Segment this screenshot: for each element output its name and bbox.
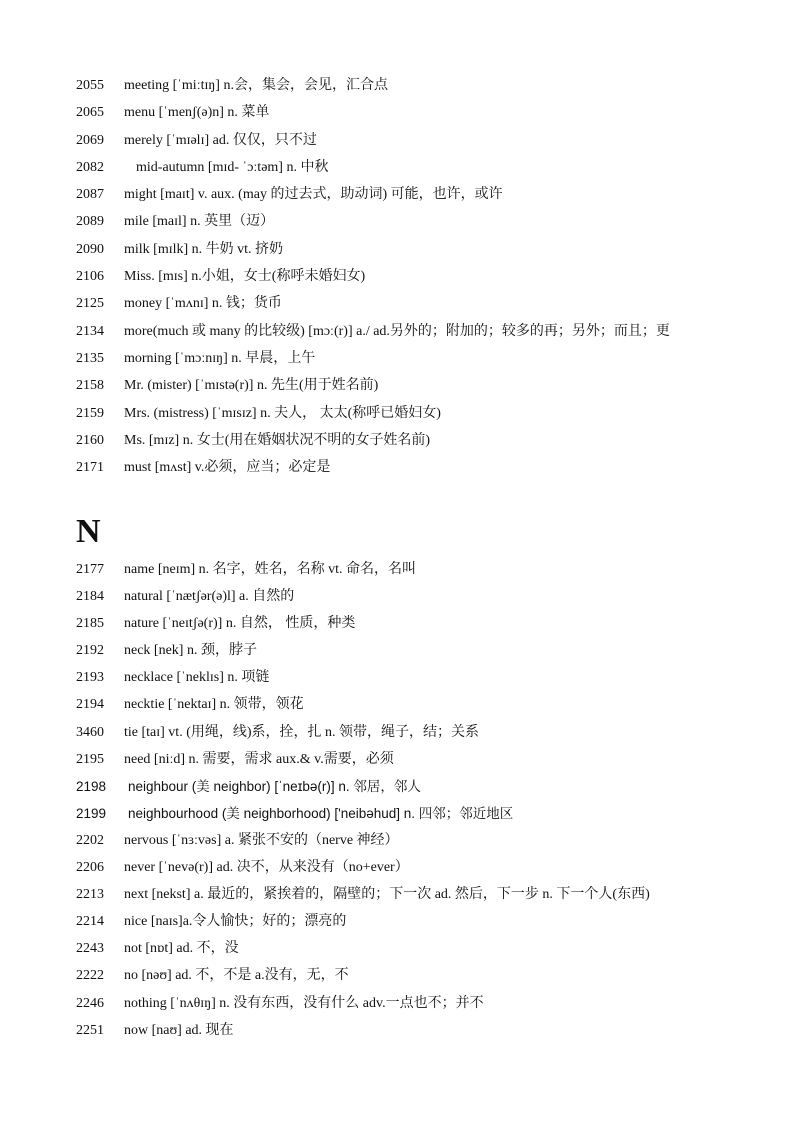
entry-number: 2125 (76, 296, 104, 312)
entry-number: 2199 (76, 805, 107, 821)
entry-number: 2195 (76, 751, 104, 767)
entry-number: 3460 (76, 724, 104, 740)
entry-definition: natural [ˈnætʃər(ə)l] a. 自然的 (124, 589, 295, 605)
entry-row (0, 208, 800, 235)
entry-number: 2198 (76, 778, 107, 794)
entry-row (0, 719, 800, 746)
entry-number: 2184 (76, 589, 104, 605)
entry-number: 2243 (76, 941, 104, 957)
entry-number: 2192 (76, 643, 104, 659)
entry-number: 2251 (76, 1022, 104, 1038)
entry-definition: no [nəʊ] ad. 不，不是 a.没有，无，不 (124, 968, 349, 984)
entry-row (0, 800, 800, 827)
entry-definition: necktie [ˈnektaɪ] n. 领带，领花 (124, 697, 304, 713)
entry-row (0, 400, 800, 427)
entry-row (0, 773, 800, 800)
entry-definition: neighbourhood (美 neighborhood) ['neibəhud] n. 四邻；邻近地区 (128, 805, 514, 821)
entry-number: 2089 (76, 214, 104, 230)
entry-definition: menu [ˈmenʃ(ə)n] n. 菜单 (124, 105, 270, 121)
entry-number: 2135 (76, 350, 104, 366)
entry-definition: need [niːd] n. 需要，需求 aux.& v.需要，必须 (124, 751, 394, 767)
entry-number: 2087 (76, 187, 104, 203)
entry-number: 2069 (76, 132, 104, 148)
entry-definition: Ms. [mɪz] n. 女士(用在婚姻状况不明的女子姓名前) (124, 432, 431, 448)
entry-definition: next [nekst] a. 最近的，紧挨着的，隔壁的；下一次 ad. 然后，下一步 n. 下一个人(东西) (124, 887, 650, 903)
entry-row (0, 236, 800, 263)
entry-definition: milk [mɪlk] n. 牛奶 vt. 挤奶 (124, 241, 284, 257)
entry-row (0, 935, 800, 962)
entry-definition: tie [taɪ] vt. (用绳，线)系，拴，扎 n. 领带，绳子，结；关系 (124, 724, 480, 740)
entry-number: 2177 (76, 562, 104, 577)
entry-row (0, 854, 800, 881)
entry-definition: money [ˈmʌnɪ] n. 钱；货币 (124, 296, 282, 312)
entry-number: 2065 (76, 105, 104, 121)
entry-definition: never [ˈnevə(r)] ad. 决不，从来没有（no+ever） (124, 860, 409, 876)
entry-row (0, 908, 800, 935)
entry-number: 2082 (76, 159, 104, 175)
entry-definition: merely [ˈmɪəlɪ] ad. 仅仅，只不过 (124, 132, 317, 148)
entry-row (0, 990, 800, 1017)
entry-number: 2193 (76, 670, 104, 686)
entry-list-n (0, 556, 800, 1044)
entry-definition: nice [naɪs]a.令人愉快；好的；漂亮的 (124, 914, 347, 930)
entry-row (0, 372, 800, 399)
entry-number: 2246 (76, 995, 104, 1011)
section-heading-n: N (76, 513, 101, 550)
entry-row (0, 345, 800, 372)
entry-definition: Mrs. (mistress) [ˈmɪsɪz] n. 夫人， 太太(称呼已婚妇女) (124, 405, 441, 421)
entry-number: 2206 (76, 860, 104, 876)
entry-definition: now [naʊ] ad. 现在 (124, 1022, 234, 1038)
entry-list-m (0, 72, 800, 481)
entry-number: 2134 (76, 323, 104, 339)
entry-number: 2090 (76, 241, 104, 257)
entry-row (0, 583, 800, 610)
entry-row (0, 1017, 800, 1044)
entry-row (0, 127, 800, 154)
entry-number: 2171 (76, 460, 104, 476)
entry-row (0, 72, 800, 99)
entry-row (0, 318, 800, 345)
entry-row (0, 427, 800, 454)
entry-row (0, 827, 800, 854)
entry-definition: mid-autumn [mɪd- ˈɔːtəm] n. 中秋 (136, 159, 329, 175)
entry-definition: mile [maɪl] n. 英里（迈） (124, 214, 275, 230)
entry-row (0, 637, 800, 664)
entry-definition: necklace [ˈneklɪs] n. 项链 (124, 670, 270, 686)
entry-row (0, 154, 800, 181)
entry-row (0, 881, 800, 908)
entry-row (0, 610, 800, 637)
entry-number: 2106 (76, 269, 104, 285)
entry-definition: might [maɪt] v. aux. (may 的过去式，助动词) 可能，也许，或许 (124, 187, 503, 203)
entry-definition: nature [ˈneɪtʃə(r)] n. 自然， 性质，种类 (124, 616, 356, 632)
entry-row (0, 746, 800, 773)
entry-row (0, 962, 800, 989)
entry-definition: morning [ˈmɔːnɪŋ] n. 早晨，上午 (124, 350, 316, 366)
entry-definition: neck [nek] n. 颈，脖子 (124, 643, 257, 659)
entry-number: 2213 (76, 887, 104, 903)
entry-row (0, 99, 800, 126)
entry-row (0, 664, 800, 691)
entry-definition: name [neɪm] n. 名字，姓名，名称 vt. 命名，名叫 (124, 562, 417, 577)
entry-row (0, 556, 800, 583)
entry-number: 2055 (76, 78, 104, 93)
entry-number: 2160 (76, 432, 104, 448)
entry-row (0, 263, 800, 290)
entry-row (0, 691, 800, 718)
entry-number: 2202 (76, 832, 104, 848)
entry-definition: Miss. [mɪs] n.小姐，女士(称呼未婚妇女) (124, 269, 366, 285)
entry-number: 2158 (76, 378, 104, 394)
entry-number: 2159 (76, 405, 104, 421)
entry-definition: Mr. (mister) [ˈmɪstə(r)] n. 先生(用于姓名前) (124, 378, 379, 394)
entry-definition: not [nɒt] ad. 不，没 (124, 941, 239, 957)
entry-number: 2194 (76, 697, 104, 713)
entry-definition: meeting [ˈmiːtɪŋ] n.会，集会，会见，汇合点 (124, 78, 388, 93)
entry-number: 2214 (76, 914, 104, 930)
entry-definition: nothing [ˈnʌθɪŋ] n. 没有东西，没有什么 adv.一点也不；并不 (124, 995, 484, 1011)
entry-definition: nervous [ˈnɜːvəs] a. 紧张不安的（nerve 神经） (124, 832, 399, 848)
entry-number: 2222 (76, 968, 104, 984)
entry-row (0, 290, 800, 317)
entry-definition: neighbour (美 neighbor) [ˈneɪbə(r)] n. 邻居，邻人 (128, 778, 421, 794)
entry-definition: must [mʌst] v.必须，应当；必定是 (124, 460, 331, 476)
entry-number: 2185 (76, 616, 104, 632)
entry-row (0, 454, 800, 481)
entry-row (0, 181, 800, 208)
entry-definition: more(much 或 many 的比较级) [mɔː(r)] a./ ad.另外的；附加的；较多的再；另外；而且；更 (124, 323, 670, 339)
